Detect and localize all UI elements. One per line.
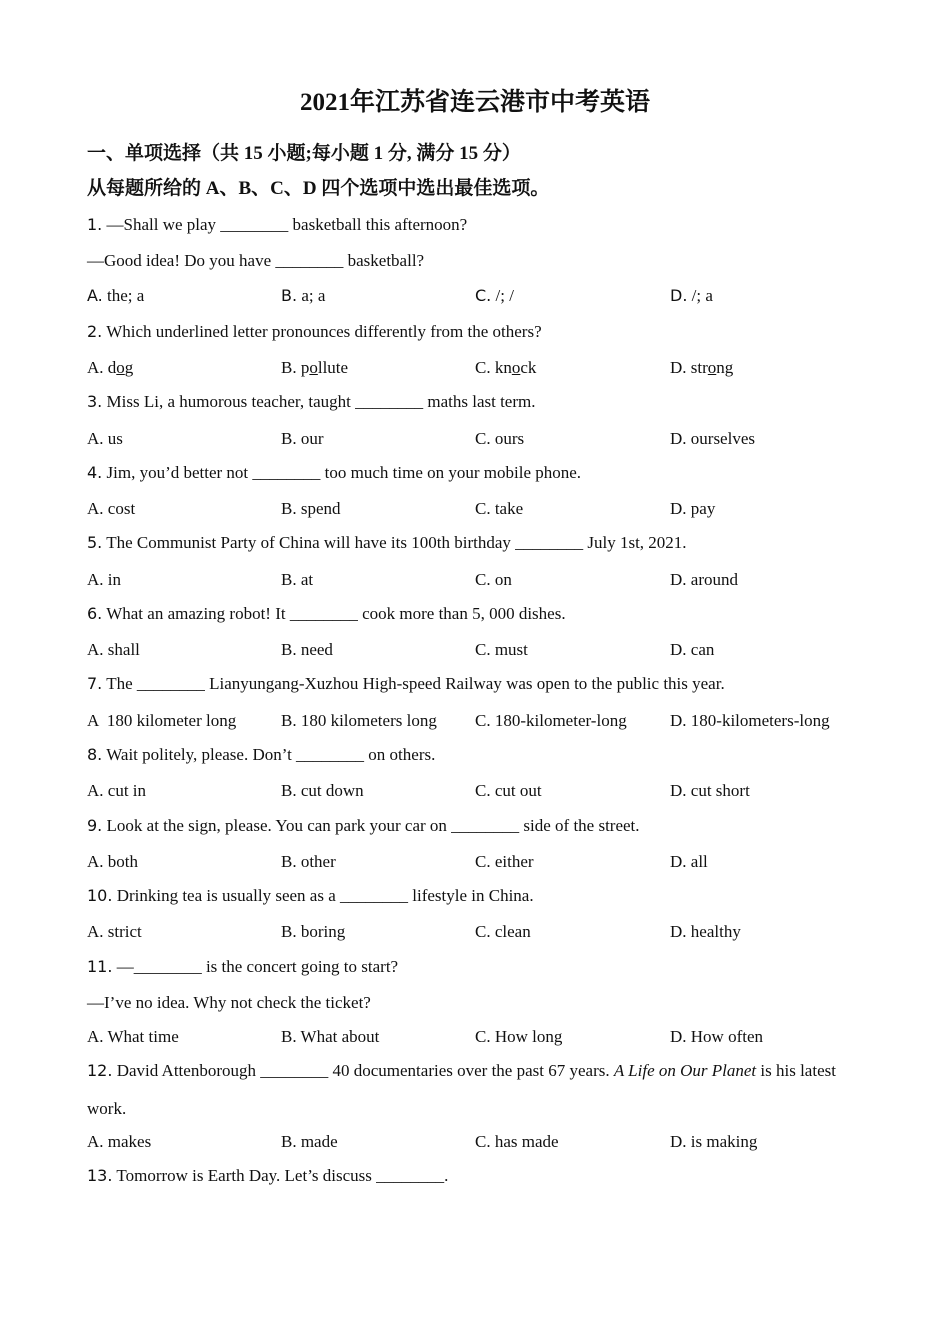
- question-1-reply: —Good idea! Do you have ________ basketball?: [87, 251, 425, 270]
- option-c: C. cut out: [475, 781, 542, 800]
- option-d: D. around: [670, 570, 738, 589]
- option-d: D. /; a: [670, 286, 713, 305]
- section-heading: 一、单项选择（共 15 小题;每小题 1 分, 满分 15 分）: [87, 143, 521, 164]
- option-b: B. our: [281, 429, 324, 448]
- option-b: B. made: [281, 1132, 338, 1151]
- option-a: A. the; a: [87, 286, 145, 305]
- option-c: C. on: [475, 570, 512, 589]
- option-c: C. either: [475, 852, 534, 871]
- option-a: A. cost: [87, 499, 136, 518]
- option-a: A. cut in: [87, 781, 147, 800]
- option-d: D. pay: [670, 499, 716, 518]
- question-7: [87, 672, 725, 696]
- option-a: A. shall: [87, 640, 140, 659]
- question-text: Wait politely, please. Don’t ________ on others.: [106, 745, 436, 764]
- question-text: —Shall we play ________ basketball this afternoon?: [106, 215, 468, 234]
- option-a: A. in: [87, 570, 121, 589]
- option-b: B. 180 kilometers long: [281, 711, 437, 730]
- option-d: D. can: [670, 640, 715, 659]
- option-a: A 180 kilometer long: [87, 711, 237, 730]
- question-text: What an amazing robot! It ________ cook more than 5, 000 dishes.: [106, 604, 566, 623]
- option-b: B. pollute: [281, 358, 349, 377]
- question-number: 3.: [87, 392, 103, 411]
- question-11: [87, 955, 398, 979]
- question-number: 1.: [87, 215, 103, 234]
- question-12-continuation: work.: [87, 1099, 127, 1118]
- option-c: C. /; /: [475, 286, 514, 305]
- question-12: [87, 1059, 836, 1083]
- question-10: [87, 884, 534, 908]
- question-number: 8.: [87, 745, 103, 764]
- question-11-reply: —I’ve no idea. Why not check the ticket?: [87, 993, 371, 1012]
- question-3: [87, 390, 535, 414]
- option-b: B. need: [281, 640, 333, 659]
- question-number: 11.: [87, 957, 113, 976]
- question-6: [87, 602, 566, 626]
- option-c: C. must: [475, 640, 528, 659]
- question-9: [87, 814, 640, 838]
- option-c: C. clean: [475, 922, 531, 941]
- option-d: D. strong: [670, 358, 734, 377]
- question-text: The Communist Party of China will have its 100th birthday ________ July 1st, 2021.: [106, 533, 687, 552]
- question-text: Miss Li, a humorous teacher, taught ________ maths last term.: [106, 392, 536, 411]
- option-b: B. spend: [281, 499, 341, 518]
- question-2: [87, 320, 542, 344]
- option-b: B. cut down: [281, 781, 364, 800]
- question-text: —________ is the concert going to start?: [116, 957, 399, 976]
- page-title: 2021年江苏省连云港市中考英语: [299, 89, 650, 116]
- option-d: D. ourselves: [670, 429, 755, 448]
- question-text-end: is his latest: [756, 1061, 836, 1080]
- question-5: [87, 531, 687, 555]
- section-instruction: 从每题所给的 A、B、C、D 四个选项中选出最佳选项。: [87, 178, 550, 199]
- option-d: D. is making: [670, 1132, 758, 1151]
- question-text: The ________ Lianyungang-Xuzhou High-speed Railway was open to the public this year.: [106, 674, 725, 693]
- option-c: C. How long: [475, 1027, 563, 1046]
- question-4: [87, 461, 581, 485]
- question-number: 10.: [87, 886, 113, 905]
- question-number: 9.: [87, 816, 103, 835]
- option-c: C. knock: [475, 358, 537, 377]
- option-b: B. other: [281, 852, 336, 871]
- option-c: C. 180-kilometer-long: [475, 711, 627, 730]
- option-a: A. What time: [87, 1027, 179, 1046]
- option-b: B. at: [281, 570, 314, 589]
- question-text: David Attenborough ________ 40 documentaries over the past 67 years.: [116, 1061, 614, 1080]
- option-c: C. take: [475, 499, 524, 518]
- question-number: 13.: [87, 1166, 113, 1185]
- question-number: 12.: [87, 1061, 113, 1080]
- question-text: Which underlined letter pronounces differently from the others?: [106, 322, 542, 341]
- question-number: 7.: [87, 674, 103, 693]
- question-number: 5.: [87, 533, 103, 552]
- option-a: A. makes: [87, 1132, 152, 1151]
- option-d: D. How often: [670, 1027, 764, 1046]
- option-a: A. strict: [87, 922, 142, 941]
- option-b: B. a; a: [281, 286, 326, 305]
- option-d: D. healthy: [670, 922, 741, 941]
- question-13: [87, 1164, 448, 1188]
- question-8: [87, 743, 435, 767]
- option-b: B. boring: [281, 922, 346, 941]
- question-text: Tomorrow is Earth Day. Let’s discuss ________.: [116, 1166, 449, 1185]
- option-d: D. all: [670, 852, 708, 871]
- option-a: A. both: [87, 852, 138, 871]
- book-title: A Life on Our Planet: [613, 1061, 757, 1080]
- option-a: A. dog: [87, 358, 134, 377]
- question-text: Look at the sign, please. You can park your car on ________ side of the street.: [106, 816, 640, 835]
- question-text: Drinking tea is usually seen as a ________ lifestyle in China.: [116, 886, 534, 905]
- option-b: B. What about: [281, 1027, 380, 1046]
- question-1: [87, 213, 467, 237]
- question-number: 2.: [87, 322, 103, 341]
- option-d: D. cut short: [670, 781, 750, 800]
- option-a: A. us: [87, 429, 123, 448]
- option-c: C. ours: [475, 429, 525, 448]
- question-number: 6.: [87, 604, 103, 623]
- question-number: 4.: [87, 463, 103, 482]
- option-d: D. 180-kilometers-long: [670, 711, 830, 730]
- question-text: Jim, you’d better not ________ too much time on your mobile phone.: [106, 463, 582, 482]
- option-c: C. has made: [475, 1132, 559, 1151]
